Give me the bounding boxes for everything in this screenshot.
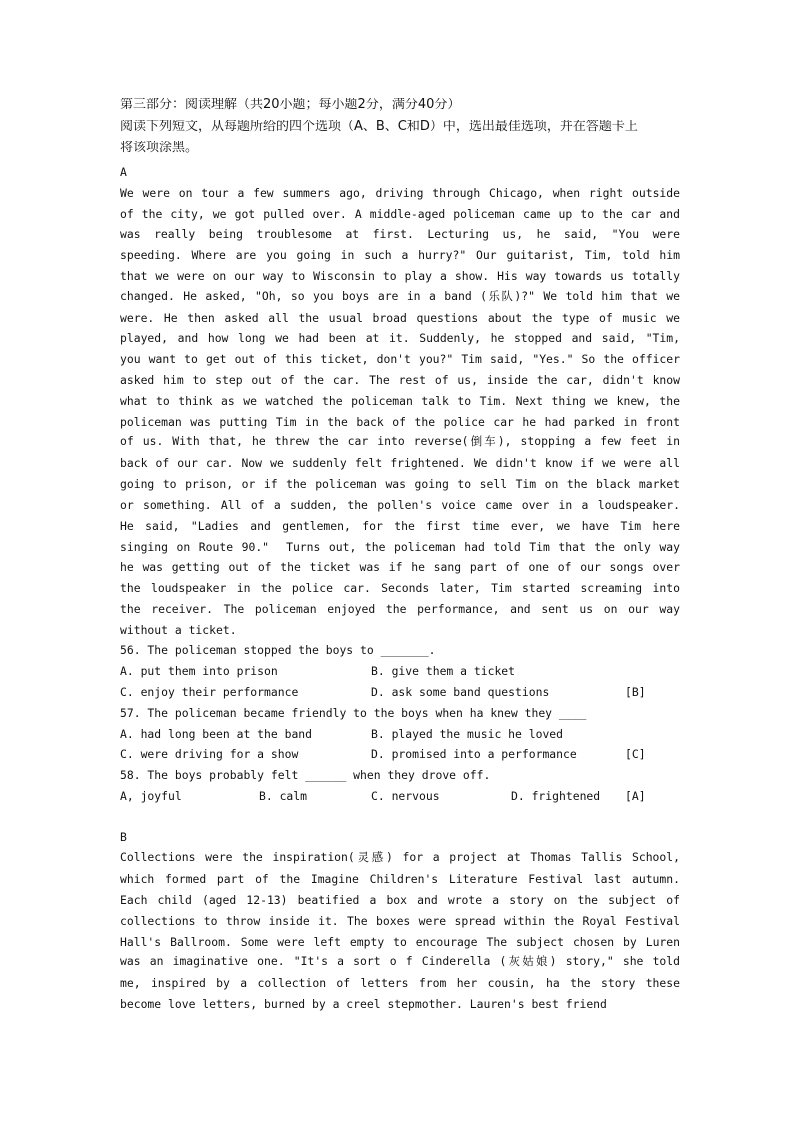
question-58-option-c: C. nervous bbox=[371, 789, 440, 803]
passage-b-label: B bbox=[120, 830, 127, 844]
passage-b-line: collections to throw inside it. The boxes were spread within the Royal Festival bbox=[120, 914, 680, 928]
passage-b-line: Collections were the inspiration(灵感) for a project at Thomas Tallis School, bbox=[120, 850, 680, 864]
passage-a-line: asked him to step out of the car. The rest of us, inside the car, didn't know bbox=[120, 373, 680, 387]
question-56-stem: 56. The policeman stopped the boys to _______. bbox=[120, 643, 436, 657]
passage-b-line: Each child (aged 12-13) beatified a box and wrote a story on the subject of bbox=[120, 893, 680, 907]
question-57-option-a: A. had long been at the band bbox=[120, 727, 313, 741]
question-57-answer: [C] bbox=[625, 747, 646, 761]
question-58-stem: 58. The boys probably felt ______ when they drove off. bbox=[120, 768, 491, 782]
passage-a-line: without a ticket. bbox=[120, 623, 237, 637]
passage-a-line: played, and how long we had been at it. Suddenly, he stopped and said, "Tim, bbox=[120, 331, 680, 345]
question-56-option-b: B. give them a ticket bbox=[371, 664, 516, 678]
passage-a-line: you want to get out of this ticket, don't you?" Tim said, "Yes." So the officer bbox=[120, 352, 680, 366]
passage-a-line: changed. He asked, "Oh, so you boys are in a band (乐队)?" We told him that we bbox=[120, 289, 680, 303]
passage-a-line: of the city, we got pulled over. A middle-aged policeman came up to the car and bbox=[120, 207, 680, 221]
passage-a-line: or something. All of a sudden, the pollen's voice came over in a loudspeaker. bbox=[120, 498, 680, 512]
passage-b-line: Hall's Ballroom. Some were left empty to encourage The subject chosen by Luren bbox=[120, 935, 680, 949]
question-57-stem: 57. The policeman became friendly to the boys when ha knew they ____ bbox=[120, 706, 587, 720]
question-56-option-a: A. put them into prison bbox=[120, 664, 278, 678]
section-title: 第三部分：阅读理解（共20小题；每小题2分，满分40分） bbox=[120, 98, 461, 112]
question-56-option-c: C. enjoy their performance bbox=[120, 685, 299, 699]
question-56-option-d: D. ask some band questions bbox=[371, 685, 550, 699]
passage-b-line: me, inspired by a collection of letters from her cousin, ha the story these bbox=[120, 976, 680, 990]
passage-b-line: become love letters, burned by a creel stepmother. Lauren's best friend bbox=[120, 997, 607, 1011]
passage-a-line: singing on Route 90." Turns out, the policeman had told Tim that the only way bbox=[120, 540, 680, 554]
question-57-option-b: B. played the music he loved bbox=[371, 727, 564, 741]
passage-a-line: the loudspeaker in the police car. Seconds later, Tim started screaming into bbox=[120, 581, 680, 595]
passage-a-line: the receiver. The policeman enjoyed the performance, and sent us on our way bbox=[120, 602, 680, 616]
question-58-option-d: D. frightened bbox=[511, 789, 601, 803]
instruction-line-1: 阅读下列短文，从每题所给的四个选项（A、B、C和D）中，选出最佳选项，并在答题卡上 bbox=[120, 120, 638, 134]
question-57-option-d: D. promised into a performance bbox=[371, 747, 577, 761]
passage-a-line: what to think as we watched the policeman talk to Tim. Next thing we knew, the bbox=[120, 394, 680, 408]
question-57-option-c: C. were driving for a show bbox=[120, 747, 299, 761]
passage-a-line: We were on tour a few summers ago, driving through Chicago, when right outside bbox=[120, 186, 680, 200]
passage-a-line: that we were on our way to Wisconsin to play a show. His way towards us totally bbox=[120, 269, 680, 283]
passage-a-line: back of our car. Now we suddenly felt frightened. We didn't know if we were all bbox=[120, 456, 680, 470]
passage-a-label: A bbox=[120, 165, 127, 179]
question-58-answer: [A] bbox=[625, 789, 646, 803]
passage-a-line: he was getting out of the ticket was if he sang part of one of our songs over bbox=[120, 560, 680, 574]
question-58-option-b: B. calm bbox=[259, 789, 308, 803]
question-56-answer: [B] bbox=[625, 685, 646, 699]
passage-a-line: going to prison, or if the policeman was going to sell Tim on the black market bbox=[120, 477, 680, 491]
passage-b-line: was an imaginative one. "It's a sort o f Cinderella (灰姑娘) story," she told bbox=[120, 954, 680, 968]
passage-b-line: which formed part of the Imagine Children's Literature Festival last autumn. bbox=[120, 872, 680, 886]
instruction-line-2: 将该项涂黑。 bbox=[120, 141, 199, 155]
passage-a-line: was really being troublesome at first. Lecturing us, he said, "You were bbox=[120, 227, 680, 241]
passage-a-line: He said, "Ladies and gentlemen, for the first time ever, we have Tim here bbox=[120, 519, 680, 533]
question-58-option-a: A, joyful bbox=[120, 789, 182, 803]
passage-a-line: of us. With that, he threw the car into reverse(倒车), stopping a few feet in bbox=[120, 434, 680, 448]
passage-a-line: were. He then asked all the usual broad questions about the type of music we bbox=[120, 311, 680, 325]
passage-a-line: speeding. Where are you going in such a hurry?" Our guitarist, Tim, told him bbox=[120, 248, 680, 262]
passage-a-line: policeman was putting Tim in the back of the police car he had parked in front bbox=[120, 415, 680, 429]
